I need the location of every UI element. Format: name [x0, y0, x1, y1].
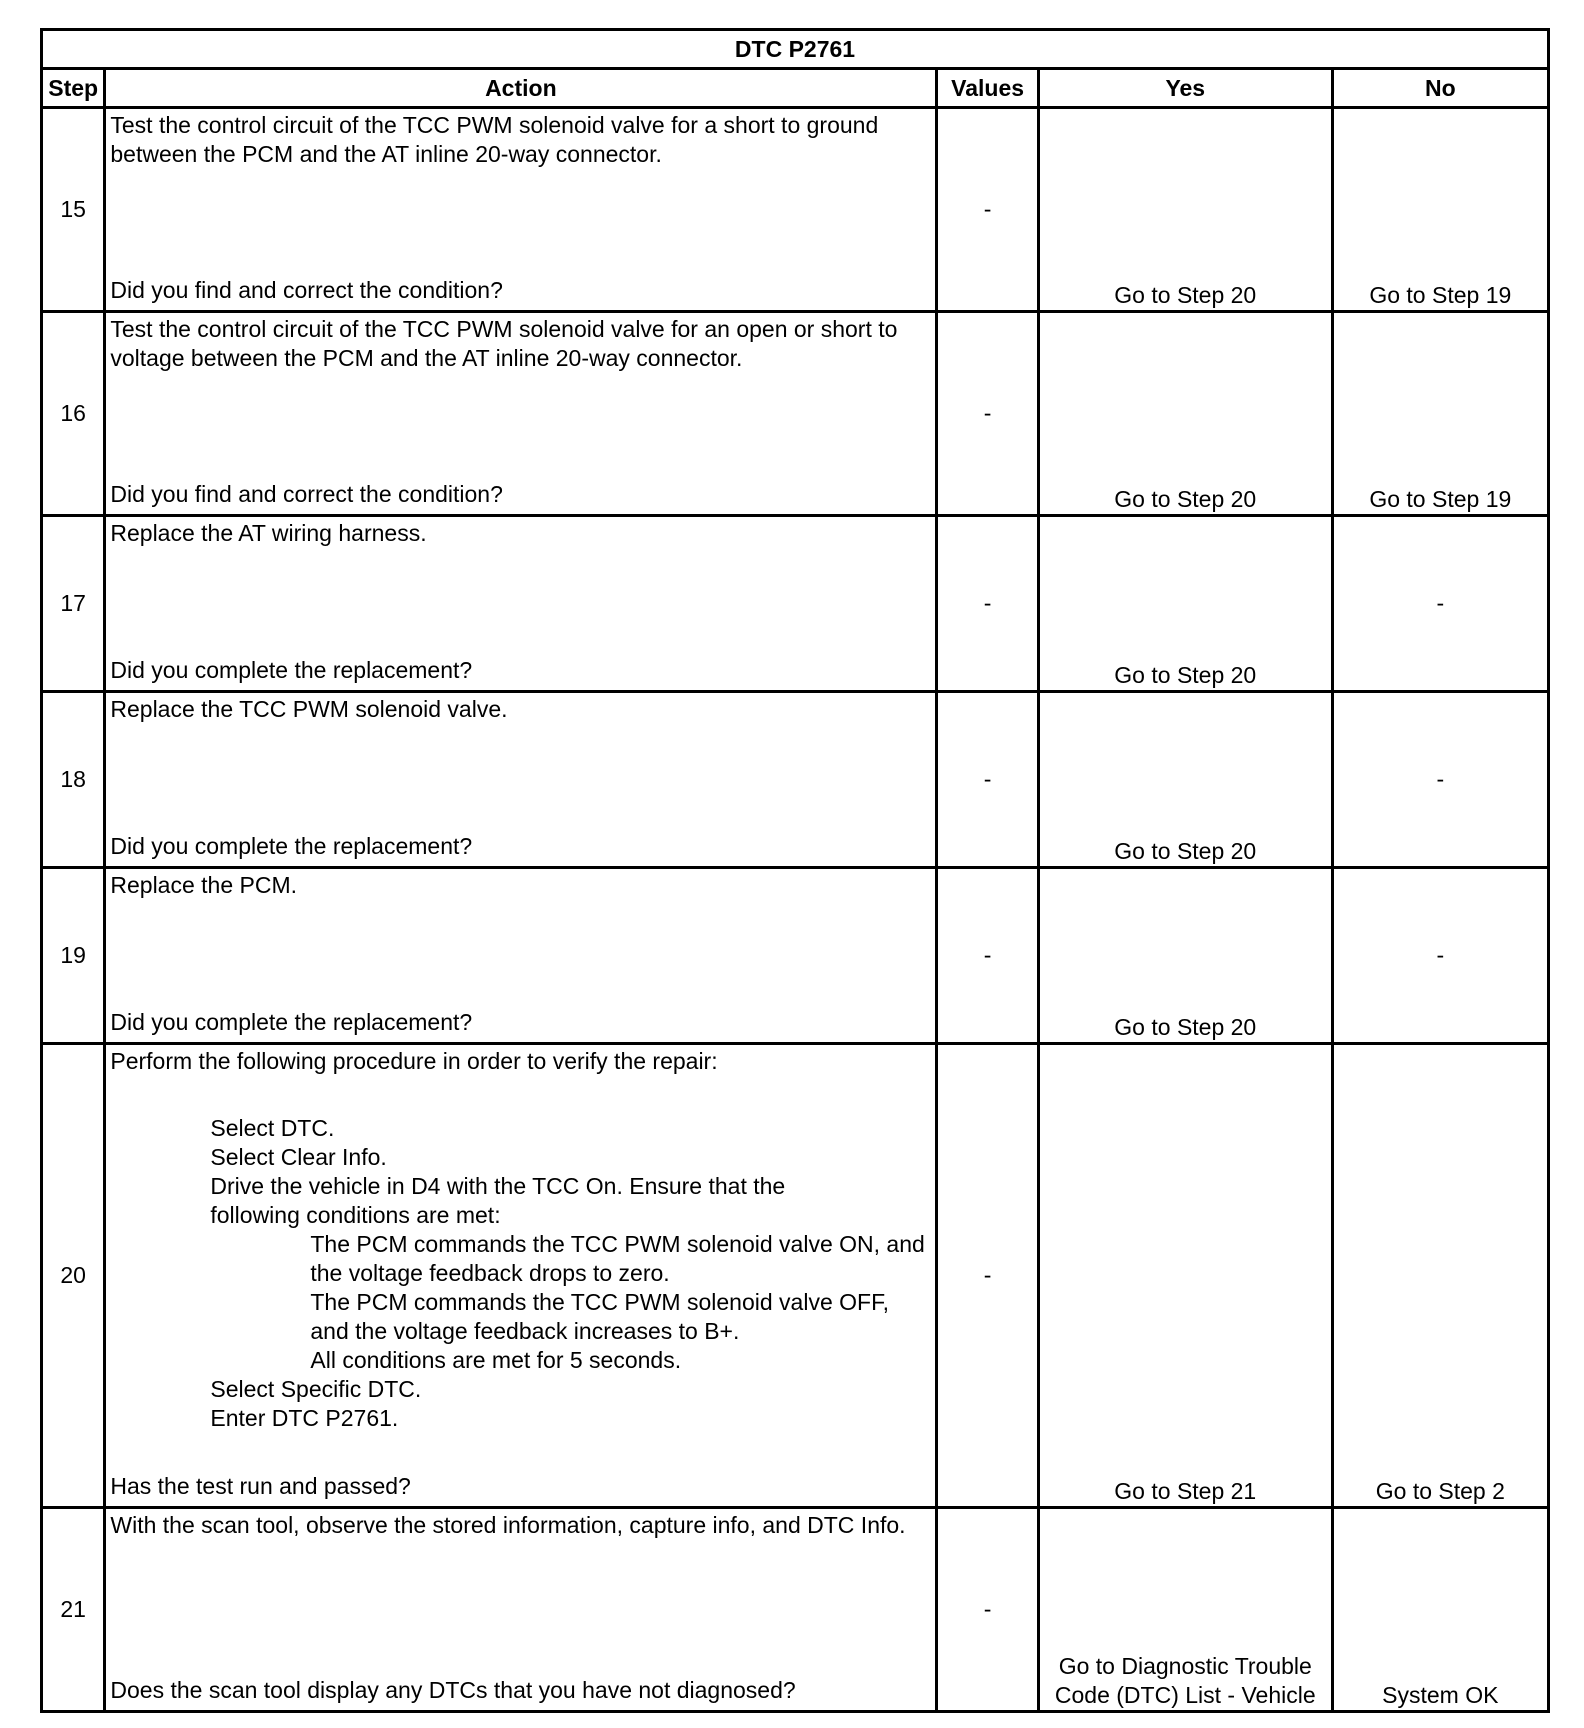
- no-cell: Go to Step 19: [1332, 108, 1548, 312]
- table-row: [42, 868, 1549, 1044]
- action-cell: [105, 312, 937, 516]
- action-cell: [105, 516, 937, 692]
- action-text: Replace the AT wiring harness.: [110, 520, 427, 546]
- values-cell: -: [937, 312, 1039, 516]
- values-cell: -: [937, 108, 1039, 312]
- yes-cell: Go to Step 20: [1038, 108, 1332, 312]
- no-cell: -: [1332, 692, 1548, 868]
- values-cell: -: [937, 692, 1039, 868]
- no-cell: -: [1332, 516, 1548, 692]
- values-cell: -: [937, 516, 1039, 692]
- action-question: Does the scan tool display any DTCs that you have not diagnosed?: [110, 1677, 796, 1703]
- yes-cell: Go to Step 20: [1038, 868, 1332, 1044]
- yes-cell: Go to Step 20: [1038, 516, 1332, 692]
- table-title: DTC P2761: [42, 30, 1549, 69]
- condition-item: The PCM commands the TCC PWM solenoid valve OFF, and the voltage feedback increases to B+.: [310, 1289, 889, 1344]
- values-cell: -: [937, 1508, 1039, 1712]
- values-cell: -: [937, 868, 1039, 1044]
- action-cell: [105, 692, 937, 868]
- table-row: [42, 312, 1549, 516]
- yes-cell: Go to Diagnostic Trouble Code (DTC) List - Vehicle: [1038, 1508, 1332, 1712]
- values-cell: -: [937, 1044, 1039, 1508]
- no-cell: Go to Step 19: [1332, 312, 1548, 516]
- procedure-step: Select DTC.: [210, 1115, 335, 1141]
- action-text: Perform the following procedure in order to verify the repair:: [110, 1048, 718, 1074]
- action-question: Has the test run and passed?: [110, 1473, 411, 1499]
- condition-item: The PCM commands the TCC PWM solenoid valve ON, and the voltage feedback drops to zero.: [310, 1231, 925, 1286]
- step-number: 15: [42, 108, 105, 312]
- action-question: Did you find and correct the condition?: [110, 481, 503, 507]
- procedure-step: Drive the vehicle in D4 with the TCC On. Ensure that the following conditions are met:: [210, 1173, 786, 1228]
- action-cell: [105, 108, 937, 312]
- procedure-step: Enter DTC P2761.: [210, 1405, 399, 1431]
- header-no: No: [1332, 69, 1548, 108]
- step-number: 21: [42, 1508, 105, 1712]
- action-text: With the scan tool, observe the stored information, capture info, and DTC Info.: [110, 1512, 906, 1538]
- action-question: Did you complete the replacement?: [110, 1009, 473, 1035]
- header-yes: Yes: [1038, 69, 1332, 108]
- table-row: [42, 1044, 1549, 1508]
- step-number: 17: [42, 516, 105, 692]
- procedure-step: Select Clear Info.: [210, 1144, 387, 1170]
- step-number: 19: [42, 868, 105, 1044]
- action-cell: [105, 1508, 937, 1712]
- table-row: [42, 1508, 1549, 1712]
- condition-item: All conditions are met for 5 seconds.: [310, 1347, 682, 1373]
- yes-cell: Go to Step 20: [1038, 312, 1332, 516]
- action-text: Replace the PCM.: [110, 872, 298, 898]
- action-text: Test the control circuit of the TCC PWM solenoid valve for a short to ground between the PCM and the AT inline 20-way connector.: [110, 112, 879, 167]
- table-row: [42, 692, 1549, 868]
- step-number: 18: [42, 692, 105, 868]
- action-question: Did you find and correct the condition?: [110, 277, 503, 303]
- action-cell: [105, 868, 937, 1044]
- procedure-step: Select Specific DTC.: [210, 1376, 422, 1402]
- step-number: 16: [42, 312, 105, 516]
- header-row: [42, 69, 1549, 108]
- header-step: Step: [42, 69, 105, 108]
- action-question: Did you complete the replacement?: [110, 657, 473, 683]
- action-cell: [105, 1044, 937, 1508]
- action-text: Replace the TCC PWM solenoid valve.: [110, 696, 508, 722]
- no-cell: Go to Step 2: [1332, 1044, 1548, 1508]
- no-cell: System OK: [1332, 1508, 1548, 1712]
- table-row: [42, 108, 1549, 312]
- action-question: Did you complete the replacement?: [110, 833, 473, 859]
- yes-cell: Go to Step 20: [1038, 692, 1332, 868]
- yes-cell: Go to Step 21: [1038, 1044, 1332, 1508]
- title-row: [42, 30, 1549, 69]
- dtc-table: [40, 28, 1550, 1713]
- table-row: [42, 516, 1549, 692]
- no-cell: -: [1332, 868, 1548, 1044]
- header-action: Action: [105, 69, 937, 108]
- step-number: 20: [42, 1044, 105, 1508]
- action-text: Test the control circuit of the TCC PWM solenoid valve for an open or short to voltage between the PCM and the AT inline 20-way connector.: [110, 316, 898, 371]
- header-values: Values: [937, 69, 1039, 108]
